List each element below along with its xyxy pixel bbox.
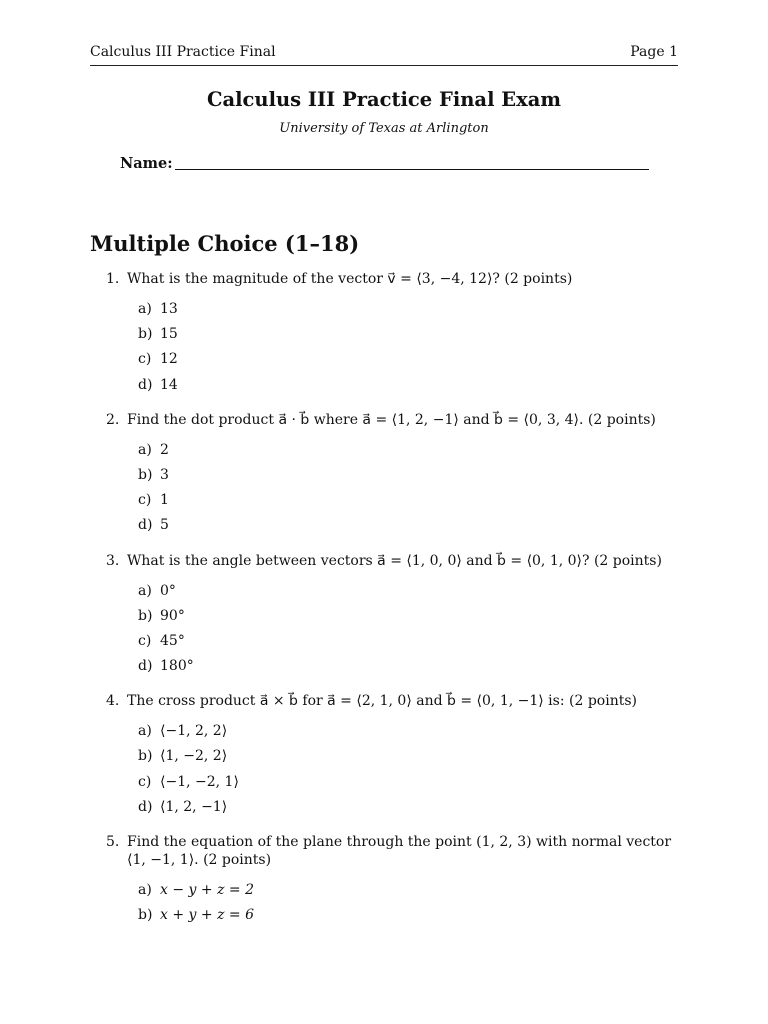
option-a [90,722,680,747]
option-label: c) [138,773,152,790]
option-label: a) [138,301,152,317]
name-label: Name: [120,155,173,172]
option-label: b) [138,326,153,343]
option-text: 180° [160,658,194,675]
option-text: 3 [160,466,169,483]
option-b [90,325,680,350]
question-text: What is the magnitude of the vector v⃗ = ⟨3, −4, 12⟩? (2 points) [127,271,573,287]
header-page-number: Page 1 [630,44,678,60]
option-text: 13 [160,301,178,317]
question-number: 3. [106,552,120,569]
question-text: Find the dot product a⃗ · b⃗ where a⃗ = ⟨1, 2, −1⟩ and b⃗ = ⟨0, 3, 4⟩. (2 points) [127,411,656,428]
option-b [90,747,680,772]
option-c [90,773,680,798]
option-text: 5 [160,517,169,534]
question-text: Find the equation of the plane through the point (1, 2, 3) with normal vector ⟨1, −1, 1⟩. (2 points) [127,834,672,868]
option-a [90,582,680,607]
question-number: 4. [106,693,120,710]
question-number: 5. [106,834,120,850]
option-b [90,906,680,931]
option-text: 2 [160,441,169,458]
question-number: 1. [106,271,120,287]
option-label: b) [138,607,153,624]
option-label: c) [138,351,152,368]
option-text: 0° [160,582,176,599]
question-list [90,270,680,941]
option-b [90,607,680,632]
option-text: ⟨−1, 2, 2⟩ [160,723,228,740]
option-text: ⟨−1, −2, 1⟩ [160,773,239,790]
option-a [90,300,680,325]
option-label: d) [138,376,153,393]
option-label: a) [138,723,152,740]
name-blank-line [175,169,649,170]
option-label: d) [138,517,153,534]
option-d [90,798,680,823]
option-label: d) [138,658,153,675]
running-header [90,44,678,64]
option-text: x + y + z = 6 [160,907,254,924]
question-text: The cross product a⃗ × b⃗ for a⃗ = ⟨2, 1, 0⟩ and b⃗ = ⟨0, 1, −1⟩ is: (2 points) [127,693,637,710]
question-4 [90,692,680,823]
option-c [90,632,680,657]
option-label: d) [138,798,153,815]
option-label: a) [138,582,152,599]
question-1 [90,270,680,401]
option-text: 12 [160,351,178,368]
header-course-title: Calculus III Practice Final [90,44,276,60]
option-a [90,441,680,466]
option-text: 45° [160,632,185,649]
option-a [90,881,680,906]
option-b [90,466,680,491]
option-text: 1 [160,492,169,509]
option-label: b) [138,907,153,924]
question-2 [90,411,680,542]
option-d [90,516,680,541]
option-d [90,376,680,401]
option-label: c) [138,492,152,509]
option-text: ⟨1, 2, −1⟩ [160,798,228,815]
option-d [90,657,680,682]
header-rule [90,65,678,66]
question-number: 2. [106,411,120,428]
option-text: 90° [160,607,185,624]
option-c [90,491,680,516]
option-c [90,350,680,375]
question-3 [90,552,680,683]
exam-subtitle: University of Texas at Arlington [279,121,489,136]
option-label: b) [138,466,153,483]
option-text: 15 [160,326,178,343]
question-text: What is the angle between vectors a⃗ = ⟨1, 0, 0⟩ and b⃗ = ⟨0, 1, 0⟩? (2 points) [127,552,662,569]
option-label: a) [138,882,152,898]
option-text: x − y + z = 2 [160,882,254,898]
option-text: ⟨1, −2, 2⟩ [160,748,228,765]
option-label: c) [138,632,152,649]
option-label: b) [138,748,153,765]
question-5 [90,833,680,931]
option-text: 14 [160,376,178,393]
option-label: a) [138,441,152,458]
section-heading: Multiple Choice (1–18) [90,231,360,256]
exam-title: Calculus III Practice Final Exam [206,88,562,111]
